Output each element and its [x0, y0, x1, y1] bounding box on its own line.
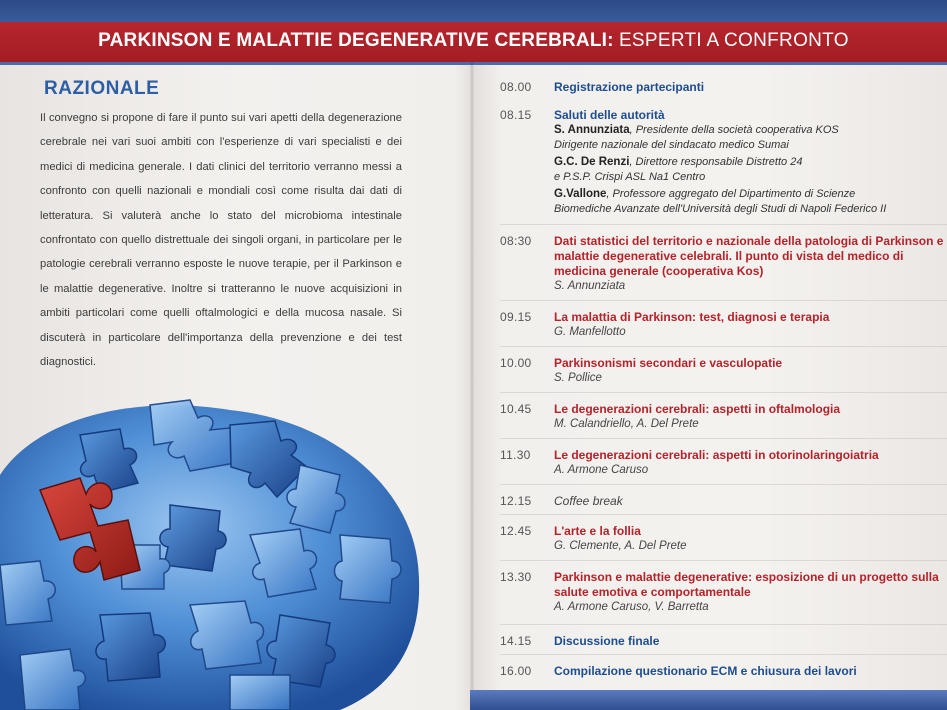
- divider: [500, 300, 947, 301]
- program-title: La malattia di Parkinson: test, diagnosi e terapia: [554, 310, 830, 324]
- speaker-line: [554, 123, 944, 138]
- top-blue-strip: [0, 0, 947, 22]
- banner-title-bold: PARKINSON E MALATTIE DEGENERATIVE CEREBRALI:: [98, 30, 614, 51]
- program-time: 10.45: [500, 402, 532, 416]
- banner-title-rest: ESPERTI A CONFRONTO: [618, 30, 849, 51]
- program-speakers: A. Armone Caruso: [554, 464, 649, 476]
- divider: [500, 560, 947, 561]
- program-time: 08:30: [500, 234, 532, 248]
- program-title: Saluti delle autorità: [554, 108, 665, 122]
- rationale-title: RAZIONALE: [44, 78, 160, 99]
- program-time: 14.15: [500, 634, 532, 648]
- program-title: Coffee break: [554, 494, 623, 508]
- divider: [500, 346, 947, 347]
- divider: [500, 514, 947, 515]
- program-speakers: S. Annunziata: [554, 280, 626, 292]
- divider: [500, 438, 947, 439]
- program-title: Parkinson e malattie degenerative: esposizione di un progetto sulla salute emotiva e comportamentale: [554, 570, 939, 599]
- program-time: 10.00: [500, 356, 532, 370]
- program-time: 11.30: [500, 448, 531, 462]
- program-speakers: M. Calandriello, A. Del Prete: [554, 418, 699, 430]
- program-title: Le degenerazioni cerebrali: aspetti in oftalmologia: [554, 402, 841, 416]
- speaker-line: [554, 155, 944, 170]
- speaker-extra: e P.S.P. Crispi ASL Na1 Centro: [554, 170, 706, 183]
- speaker-role: , Professore aggregato del Dipartimento di Scienze: [606, 188, 856, 200]
- divider: [500, 654, 947, 655]
- program-time: 08.15: [500, 108, 532, 122]
- program-title: Le degenerazioni cerebrali: aspetti in otorinolaringoiatria: [554, 448, 879, 462]
- divider: [500, 224, 947, 225]
- program-title: Compilazione questionario ECM e chiusura dei lavori: [554, 664, 857, 678]
- program-title: Dati statistici del territorio e nazionale della patologia di Parkinson e malattie degenerative celebrali. Il punto di vista del medico di medicina generale (cooperativa Kos): [554, 234, 944, 278]
- speaker-role: , Presidente della società cooperativa KOS: [629, 124, 839, 136]
- program-time: 12.45: [500, 524, 532, 538]
- program-time: 12.15: [500, 494, 532, 508]
- speaker-name: G.C. De Renzi: [554, 156, 630, 168]
- program-speakers: G. Manfellotto: [554, 326, 626, 338]
- title-banner: [0, 22, 947, 65]
- program-time: 09.15: [500, 310, 532, 324]
- program-time: 08.00: [500, 80, 532, 94]
- speaker-name: S. Annunziata: [554, 124, 630, 136]
- program-time: 13.30: [500, 570, 532, 584]
- program-speakers: S. Pollice: [554, 372, 602, 384]
- speaker-extra: Biomediche Avanzate dell'Università degli Studi di Napoli Federico II: [554, 202, 887, 215]
- program-title: Discussione finale: [554, 634, 660, 648]
- puzzle-brain-illustration: [0, 395, 430, 710]
- speaker-role: , Direttore responsabile Distretto 24: [629, 156, 803, 168]
- divider: [500, 392, 947, 393]
- speaker-line: [554, 187, 944, 202]
- rationale-text: Il convegno si propone di fare il punto sui vari apetti della degenerazione cerebrale nei vari suoi ambiti con l'esperienze di vari specialisti e dei medici di medicina generale. I dati clinici del territorio verranno messi a confronto con quelli nazionali e mondiali così come risulta dai dati di letteratura. Si valuterà anche lo stato del microbioma intestinale confrontato con quello distrettuale dei singoli organi, in particolare per le patologie cerebrali verranno esposte le nuove terapie, per il Parkinson e le malattie degenerative. Inoltre si tratteranno le nuove acquisizioni in ambiti particolari come quelli oftalmologici e della mucosa nasale. Si discuterà in particolare dell'importanza della prevenzione e dei test diagnostici.: [40, 112, 402, 369]
- divider: [500, 484, 947, 485]
- program-time: 16.00: [500, 664, 532, 678]
- program-title: L'arte e la follia: [554, 524, 641, 538]
- divider: [500, 624, 947, 625]
- program-title: Parkinsonismi secondari e vasculopatie: [554, 356, 783, 370]
- program-speakers: G. Clemente, A. Del Prete: [554, 540, 687, 552]
- program-speakers: A. Armone Caruso, V. Barretta: [554, 601, 709, 613]
- speaker-extra: Dirigente nazionale del sindacato medico Sumai: [554, 138, 789, 151]
- page-fold: [470, 62, 474, 710]
- speaker-name: G.Vallone: [554, 188, 607, 200]
- bottom-blue-strip: [470, 690, 947, 710]
- program-title: Registrazione partecipanti: [554, 80, 705, 94]
